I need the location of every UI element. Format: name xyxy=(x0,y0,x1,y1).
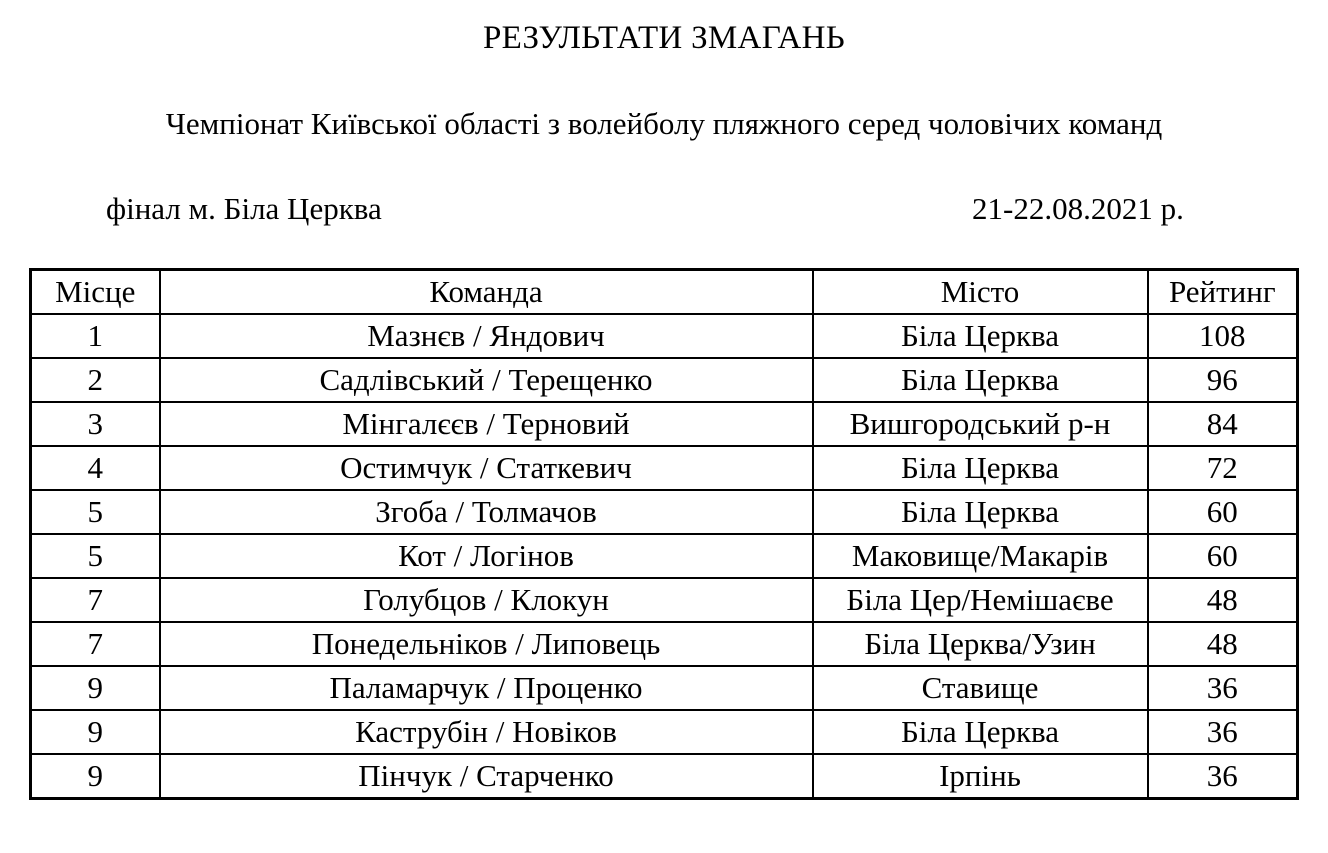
table-row xyxy=(31,446,1298,490)
table-row xyxy=(31,710,1298,754)
event-date: 21-22.08.2021 р. xyxy=(972,191,1184,226)
cell-rating: 36 xyxy=(1148,710,1298,754)
cell-place: 5 xyxy=(31,490,160,534)
cell-place: 5 xyxy=(31,534,160,578)
cell-city: Ірпінь xyxy=(813,754,1148,799)
cell-city: Біла Цер/Немішаєве xyxy=(813,578,1148,622)
cell-city: Біла Церква xyxy=(813,490,1148,534)
table-row xyxy=(31,358,1298,402)
document-subtitle: Чемпіонат Київської області з волейболу пляжного серед чоловічих команд xyxy=(165,106,1163,141)
cell-rating: 72 xyxy=(1148,446,1298,490)
cell-rating: 108 xyxy=(1148,314,1298,358)
stage-location: фінал м. Біла Церква xyxy=(106,191,382,226)
cell-place: 3 xyxy=(31,402,160,446)
column-header-rating: Рейтинг xyxy=(1148,270,1298,315)
column-header-team: Команда xyxy=(160,270,813,315)
cell-team: Згоба / Толмачов xyxy=(160,490,813,534)
cell-team: Кот / Логінов xyxy=(160,534,813,578)
cell-place: 9 xyxy=(31,710,160,754)
table-row xyxy=(31,490,1298,534)
cell-team: Остимчук / Статкевич xyxy=(160,446,813,490)
cell-city: Ставище xyxy=(813,666,1148,710)
cell-team: Голубцов / Клокун xyxy=(160,578,813,622)
cell-place: 2 xyxy=(31,358,160,402)
cell-rating: 48 xyxy=(1148,578,1298,622)
cell-city: Біла Церква xyxy=(813,446,1148,490)
cell-team: Мінгалєєв / Терновий xyxy=(160,402,813,446)
cell-team: Понедельніков / Липовець xyxy=(160,622,813,666)
cell-rating: 96 xyxy=(1148,358,1298,402)
cell-city: Вишгородський р-н xyxy=(813,402,1148,446)
cell-rating: 36 xyxy=(1148,754,1298,799)
cell-team: Паламарчук / Проценко xyxy=(160,666,813,710)
cell-place: 7 xyxy=(31,622,160,666)
results-table xyxy=(29,268,1299,800)
cell-rating: 48 xyxy=(1148,622,1298,666)
document-title: РЕЗУЛЬТАТИ ЗМАГАНЬ xyxy=(482,20,845,56)
cell-city: Біла Церква xyxy=(813,710,1148,754)
cell-place: 7 xyxy=(31,578,160,622)
cell-city: Біла Церква/Узин xyxy=(813,622,1148,666)
cell-team: Пінчук / Старченко xyxy=(160,754,813,799)
cell-team: Садлівський / Терещенко xyxy=(160,358,813,402)
cell-city: Біла Церква xyxy=(813,314,1148,358)
cell-rating: 60 xyxy=(1148,534,1298,578)
table-row xyxy=(31,754,1298,799)
results-table-body xyxy=(31,314,1298,799)
table-row xyxy=(31,534,1298,578)
cell-team: Мазнєв / Яндович xyxy=(160,314,813,358)
cell-rating: 36 xyxy=(1148,666,1298,710)
cell-city: Біла Церква xyxy=(813,358,1148,402)
column-header-city: Місто xyxy=(813,270,1148,315)
table-header-row xyxy=(31,270,1298,315)
table-row xyxy=(31,314,1298,358)
cell-rating: 60 xyxy=(1148,490,1298,534)
cell-city: Маковище/Макарів xyxy=(813,534,1148,578)
table-row xyxy=(31,402,1298,446)
table-row xyxy=(31,622,1298,666)
table-row xyxy=(31,666,1298,710)
cell-place: 4 xyxy=(31,446,160,490)
cell-place: 9 xyxy=(31,666,160,710)
column-header-place: Місце xyxy=(31,270,160,315)
cell-place: 9 xyxy=(31,754,160,799)
table-row xyxy=(31,578,1298,622)
cell-team: Каструбін / Новіков xyxy=(160,710,813,754)
cell-place: 1 xyxy=(31,314,160,358)
cell-rating: 84 xyxy=(1148,402,1298,446)
